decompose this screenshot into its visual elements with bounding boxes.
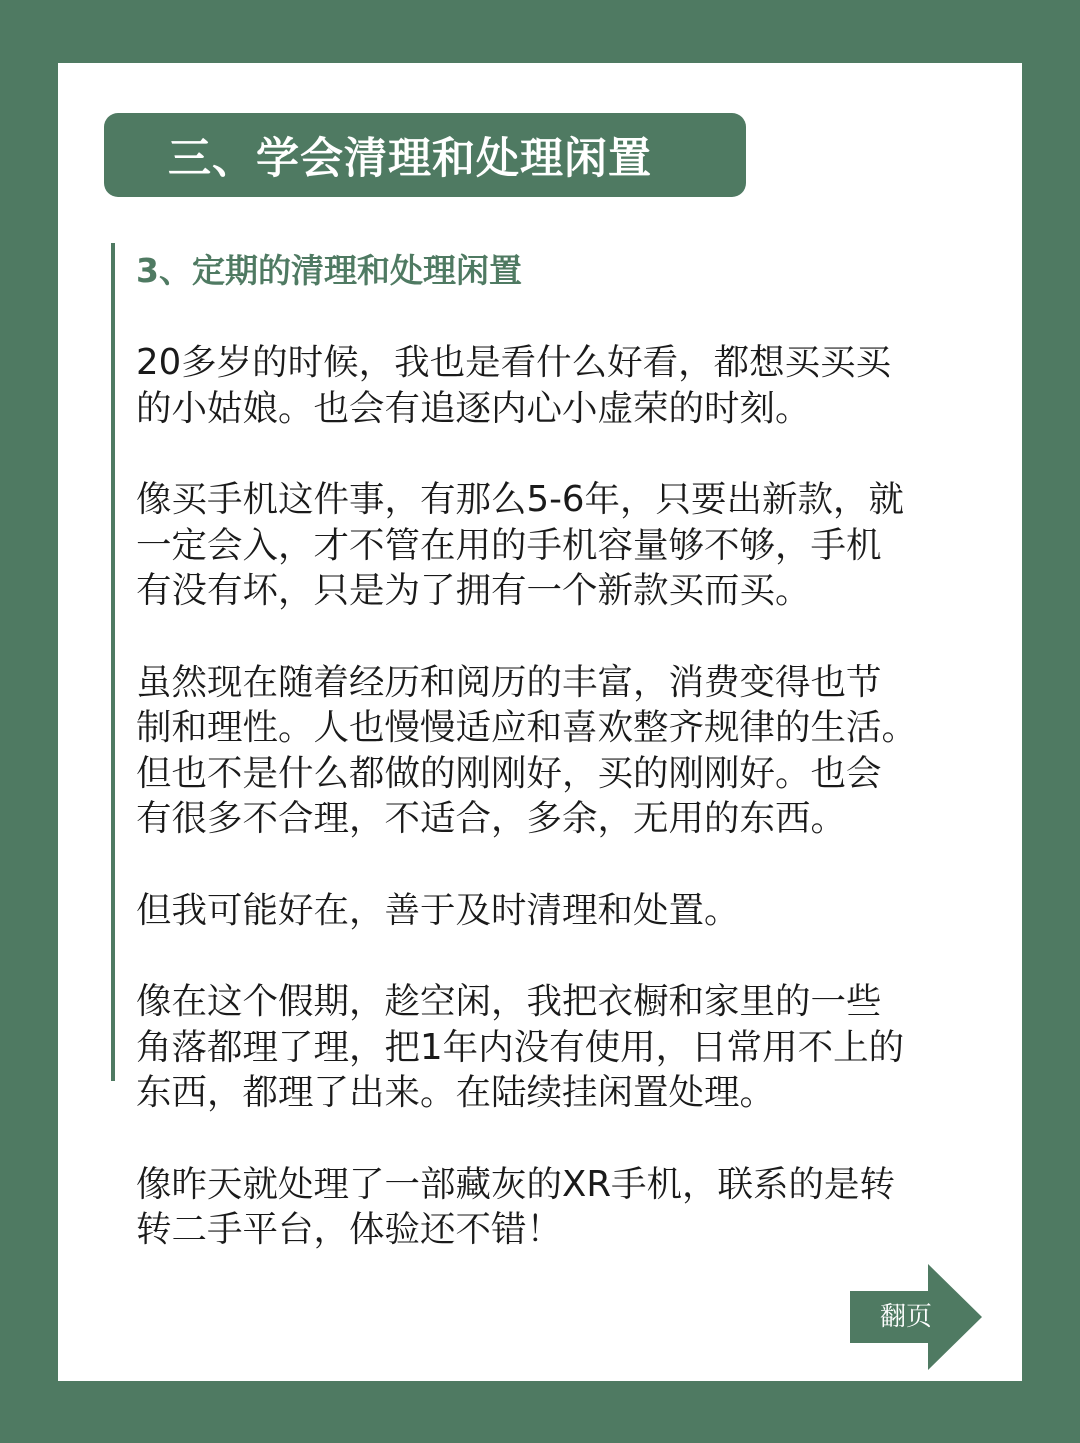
section-title: 三、学会清理和处理闲置	[168, 133, 652, 184]
next-page-button[interactable]	[850, 1264, 982, 1370]
paragraph	[136, 660, 996, 842]
paragraph	[136, 340, 996, 431]
text-line: 转二手平台，体验还不错！	[136, 1209, 563, 1250]
text-line: 但我可能好在，善于及时清理和处置。	[136, 889, 740, 931]
article-body	[136, 340, 996, 1299]
text-line: 有没有坏，只是为了拥有一个新款买而买。	[136, 570, 811, 611]
text-line: 像在这个假期，趁空闲，我把衣橱和家里的一些	[136, 981, 882, 1022]
paragraph	[136, 477, 996, 614]
subsection-heading: 3、定期的清理和处理闲置	[136, 251, 522, 290]
text-line: 一定会入，才不管在用的手机容量够不够，手机	[136, 524, 882, 566]
text-line: 像昨天就处理了一部藏灰的XR手机，联系的是转	[136, 1163, 895, 1205]
paragraph	[136, 888, 996, 934]
text-line: 角落都理了理，把1年内没有使用，日常用不上的	[136, 1026, 905, 1068]
paragraph	[136, 1162, 996, 1253]
section-title-banner	[104, 113, 746, 197]
text-line: 但也不是什么都做的刚刚好，买的刚刚好。也会	[136, 752, 882, 794]
text-line: 制和理性。人也慢慢适应和喜欢整齐规律的生活。	[136, 707, 918, 748]
next-page-label: 翻页	[880, 1302, 933, 1332]
text-line: 像买手机这件事，有那么5-6年，只要出新款，就	[136, 479, 904, 520]
text-line: 20多岁的时候，我也是看什么好看，都想买买买	[136, 342, 892, 383]
text-line: 虽然现在随着经历和阅历的丰富，消费变得也节	[136, 661, 882, 703]
text-line: 的小姑娘。也会有追逐内心小虚荣的时刻。	[136, 387, 811, 429]
text-line: 东西，都理了出来。在陆续挂闲置处理。	[136, 1072, 776, 1113]
text-line: 有很多不合理，不适合，多余，无用的东西。	[136, 798, 847, 839]
accent-divider	[111, 243, 115, 1081]
paragraph	[136, 979, 996, 1116]
